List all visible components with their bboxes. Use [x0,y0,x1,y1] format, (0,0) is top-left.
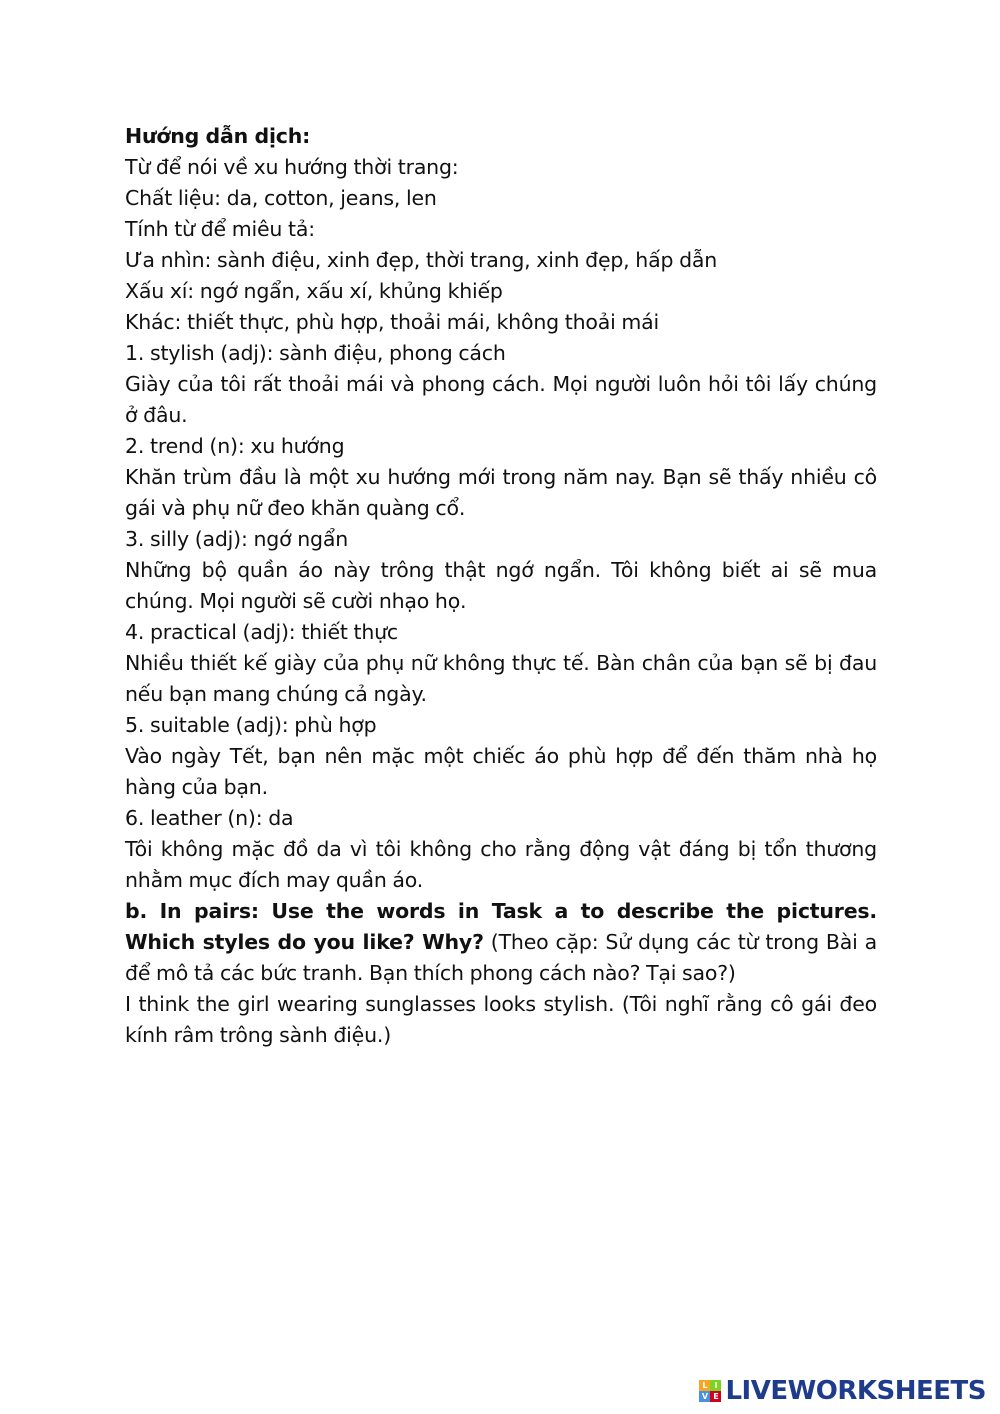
logo-letter: V [699,1391,710,1402]
document-body [125,121,877,1051]
section-heading: Hướng dẫn dịch: [125,124,311,148]
vocab-item: 2. trend (n): xu hướng [125,434,345,458]
logo-letter: L [699,1380,710,1391]
logo-letter: I [710,1380,721,1391]
task-b-answer: I think the girl wearing sunglasses looks stylish. (Tôi nghĩ rằng cô gái đeo kính râm trông sành điệu.) [125,992,877,1047]
task-b-paragraph [125,896,877,989]
example-sentence: Tôi không mặc đồ da vì tôi không cho rằng động vật đáng bị tổn thương nhằm mục đích may quần áo. [125,837,877,892]
text-line: Ưa nhìn: sành điệu, xinh đẹp, thời trang, xinh đẹp, hấp dẫn [125,248,718,272]
example-sentence: Nhiều thiết kế giày của phụ nữ không thực tế. Bàn chân của bạn sẽ bị đau nếu bạn mang chúng cả ngày. [125,651,877,706]
brand-name: LIVEWORKSHEETS [725,1376,986,1406]
text-line: Tính từ để miêu tả: [125,217,315,241]
vocab-item: 6. leather (n): da [125,806,294,830]
example-sentence: Giày của tôi rất thoải mái và phong cách. Mọi người luôn hỏi tôi lấy chúng ở đâu. [125,372,877,427]
example-sentence: Những bộ quần áo này trông thật ngớ ngẩn. Tôi không biết ai sẽ mua chúng. Mọi người sẽ cười nhạo họ. [125,558,877,613]
vocab-item: 5. suitable (adj): phù hợp [125,713,377,737]
task-b-instruction: b. In pairs: Use the words in Task a to describe the pictures. Which styles do you like? Why? [125,899,877,954]
text-line: Từ để nói về xu hướng thời trang: [125,155,459,179]
logo-letter: E [710,1391,721,1402]
text-line: Xấu xí: ngớ ngẩn, xấu xí, khủng khiếp [125,279,503,303]
liveworksheets-logo [699,1376,986,1406]
vocab-item: 4. practical (adj): thiết thực [125,620,399,644]
example-sentence: Khăn trùm đầu là một xu hướng mới trong năm nay. Bạn sẽ thấy nhiều cô gái và phụ nữ đeo khăn quàng cổ. [125,465,877,520]
task-b-translation: (Theo cặp: Sử dụng các từ trong Bài a để mô tả các bức tranh. Bạn thích phong cách nào? Tại sao?) [125,930,877,985]
text-line: Chất liệu: da, cotton, jeans, len [125,186,437,210]
logo-grid-icon [699,1380,721,1402]
vocab-item: 1. stylish (adj): sành điệu, phong cách [125,341,506,365]
text-line: Khác: thiết thực, phù hợp, thoải mái, không thoải mái [125,310,660,334]
vocab-item: 3. silly (adj): ngớ ngẩn [125,527,349,551]
example-sentence: Vào ngày Tết, bạn nên mặc một chiếc áo phù hợp để đến thăm nhà họ hàng của bạn. [125,744,877,799]
